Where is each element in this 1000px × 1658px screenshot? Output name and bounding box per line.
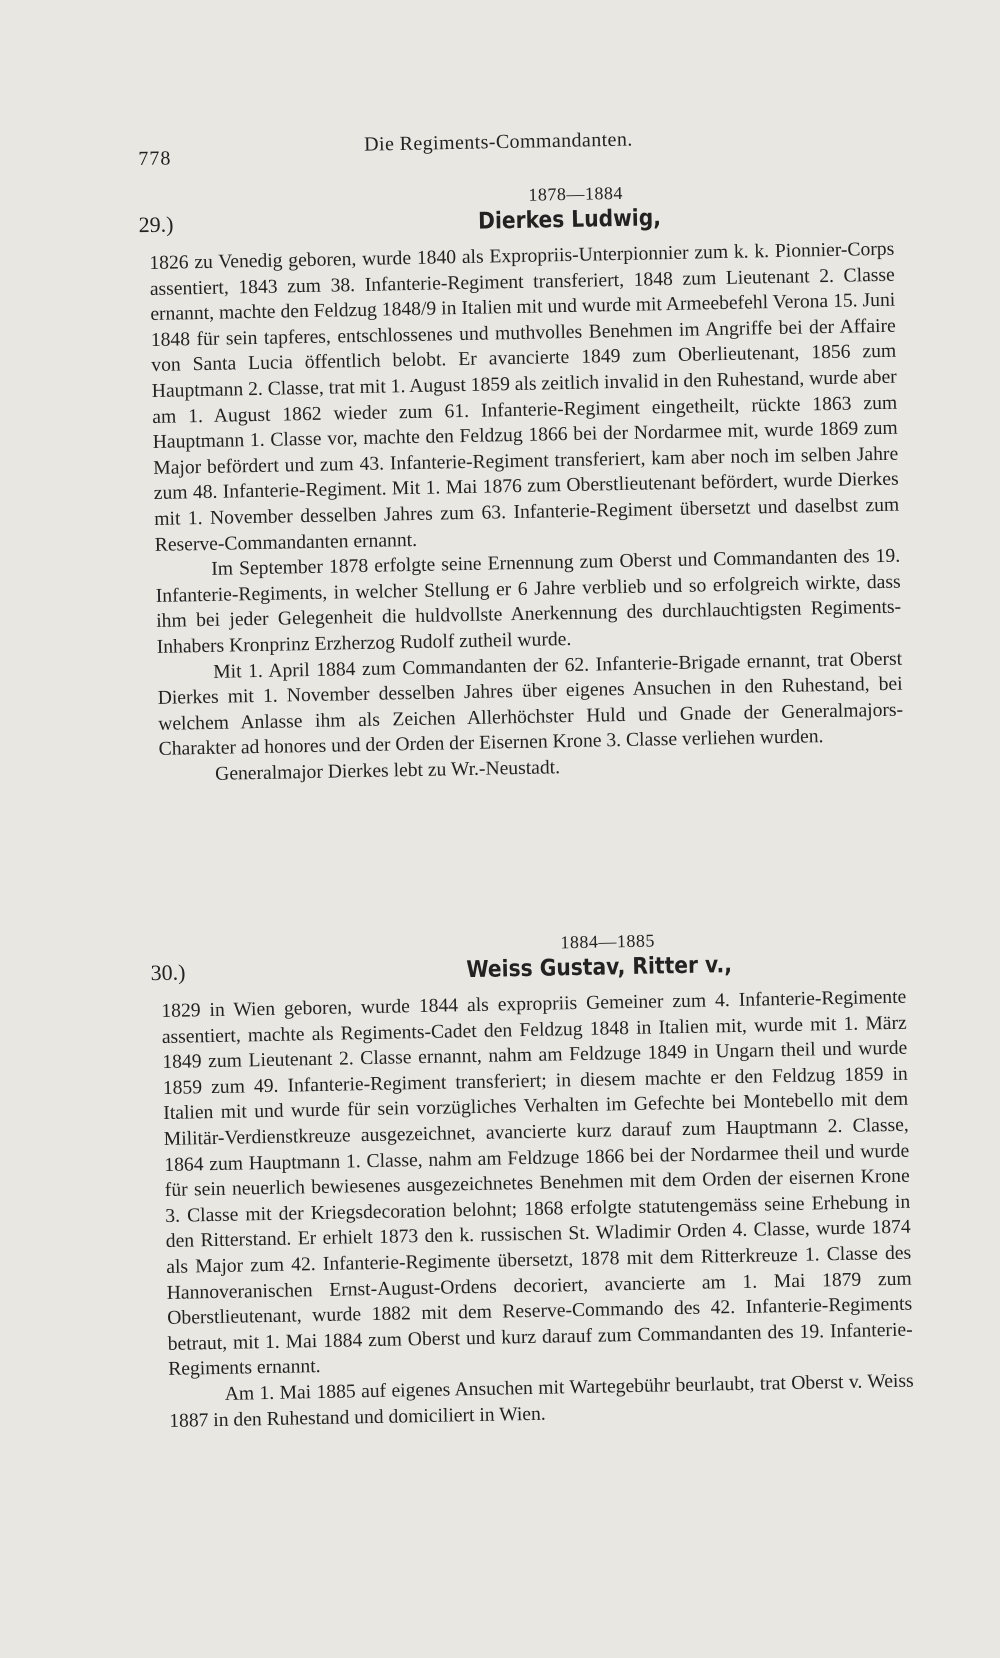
entry-number: 29.): [138, 211, 174, 238]
entry-paragraph: Im September 1878 erfolgte seine Ernennung zum Oberst und Commandanten des 19. Infanterie-Regiments, in welcher Stellung er 6 Jahre verblieb und so erfolgreich wirkte, dass ihm bei jeder Gelegenheit die huldvollste Anerkennung des durchlauchtigsten Regiments-Inhabers Kronprinz Erzherzog Rudolf zutheil wurde.: [155, 545, 902, 658]
entry-name: Dierkes Ludwig,: [477, 205, 662, 235]
entry-paragraph: 1829 in Wien geboren, wurde 1844 als expropriis Gemeiner zum 4. Infanterie-Regimente assentiert, machte als Regiments-Cadet den Feldzug 1848 in Italien mit, wurde mit 1. März 1849 zum Lieutenant 2. Classe ernannt, nahm am Feldzuge 1849 in Ungarn theil und wurde 1859 zum 49. Infanterie-Regiment transferiert; in diesem machte er den Feldzug 1859 in Italien mit und wurde für sein vorzügliches Verhalten im Gefechte bei Montebello mit dem Militär-Verdienstkreuze ausgezeichnet, avancierte kurz darauf zum Hauptmann 2. Classe, 1864 zum Hauptmann 1. Classe, nahm am Feldzuge 1866 bei der Nordarmee theil und wurde für sein neuerlich bewiesenes ausgezeichnetes Benehmen mit dem Orden der eisernen Krone 3. Classe mit der Kriegsdecoration belohnt; 1868 erfolgte statutengemäss seine Erhebung in den Ritterstand. Er erhielt 1873 den k. russischen St. Wladimir Orden 4. Classe, wurde 1874 als Major zum 42. Infanterie-Regimente übersetzt, 1878 mit dem Ritterkreuze 1. Classe des Hannoveranischen Ernst-August-Ordens decoriert, avancierte am 1. Mai 1879 zum Oberstlieutenant, wurde 1882 mit dem Reserve-Commando des 42. Infanterie-Regiments betraut, mit 1. Mai 1884 zum Oberst und kurz darauf zum Commandanten des 19. Infanterie-Regiments ernannt.: [161, 986, 913, 1381]
entry-paragraph: Mit 1. April 1884 zum Commandanten der 62. Infanterie-Brigade ernannt, trat Oberst Dierkes mit 1. November desselben Jahres über eigenes Ansuchen in den Ruhestand, bei welchem Anlasse ihm als Zeichen Allerhöchster Huld und Gnade der Generalmajors-Charakter ad honores und der Orden der Eisernen Krone 3. Classe verliehen wurden.: [157, 648, 904, 761]
entry-paragraph: Am 1. Mai 1885 auf eigenes Ansuchen mit Wartegebühr beurlaubt, trat Oberst v. Weiss 1887 in den Ruhestand und domiciliert in Wien.: [169, 1370, 914, 1432]
running-title: Die Regiments-Commandanten.: [363, 128, 633, 156]
entry-years: 1884—1885: [560, 930, 656, 953]
entry-paragraph: Generalmajor Dierkes lebt zu Wr.-Neustadt.: [214, 757, 561, 785]
entry-paragraph: 1826 zu Venedig geboren, wurde 1840 als Expropriis-Unterpionnier zum k. k. Pionnier-Corps assentiert, 1843 zum 38. Infanterie-Regiment transferiert, 1848 zum Lieutenant 2. Classe ernannt, machte den Feldzug 1848/9 in Italien mit und wurde mit Armeebefehl Verona 15. Juni 1848 für sein tapferes, entschlossenes und muthvolles Benehmen im Angriffe bei der Affaire von Santa Lucia öffentlich belobt. Er avancierte 1849 zum Oberlieutenant, 1856 zum Hauptmann 2. Classe, trat mit 1. August 1859 als zeitlich invalid in den Ruhestand, wurde aber am 1. August 1862 wieder zum 61. Infanterie-Regiment eingetheilt, rückte 1863 zum Hauptmann 1. Classe vor, machte den Feldzug 1866 bei der Nordarmee mit, wurde 1869 zum Major befördert und zum 43. Infanterie-Regiment transferiert, kam aber noch im selben Jahre zum 48. Infanterie-Regiment. Mit 1. Mai 1876 zum Oberstlieutenant befördert, wurde Dierkes mit 1. November desselben Jahres zum 63. Infanterie-Regiment übersetzt und daselbst zum Reserve-Commandanten ernannt.: [149, 238, 900, 556]
page-number: 778: [138, 147, 172, 170]
entry-number: 30.): [150, 959, 186, 986]
entry-name: Weiss Gustav, Ritter v.,: [466, 952, 733, 984]
running-header: [138, 123, 898, 170]
entry-29: [138, 178, 904, 789]
entry-years: 1878—1884: [528, 182, 624, 205]
entry-30: [150, 926, 914, 1434]
